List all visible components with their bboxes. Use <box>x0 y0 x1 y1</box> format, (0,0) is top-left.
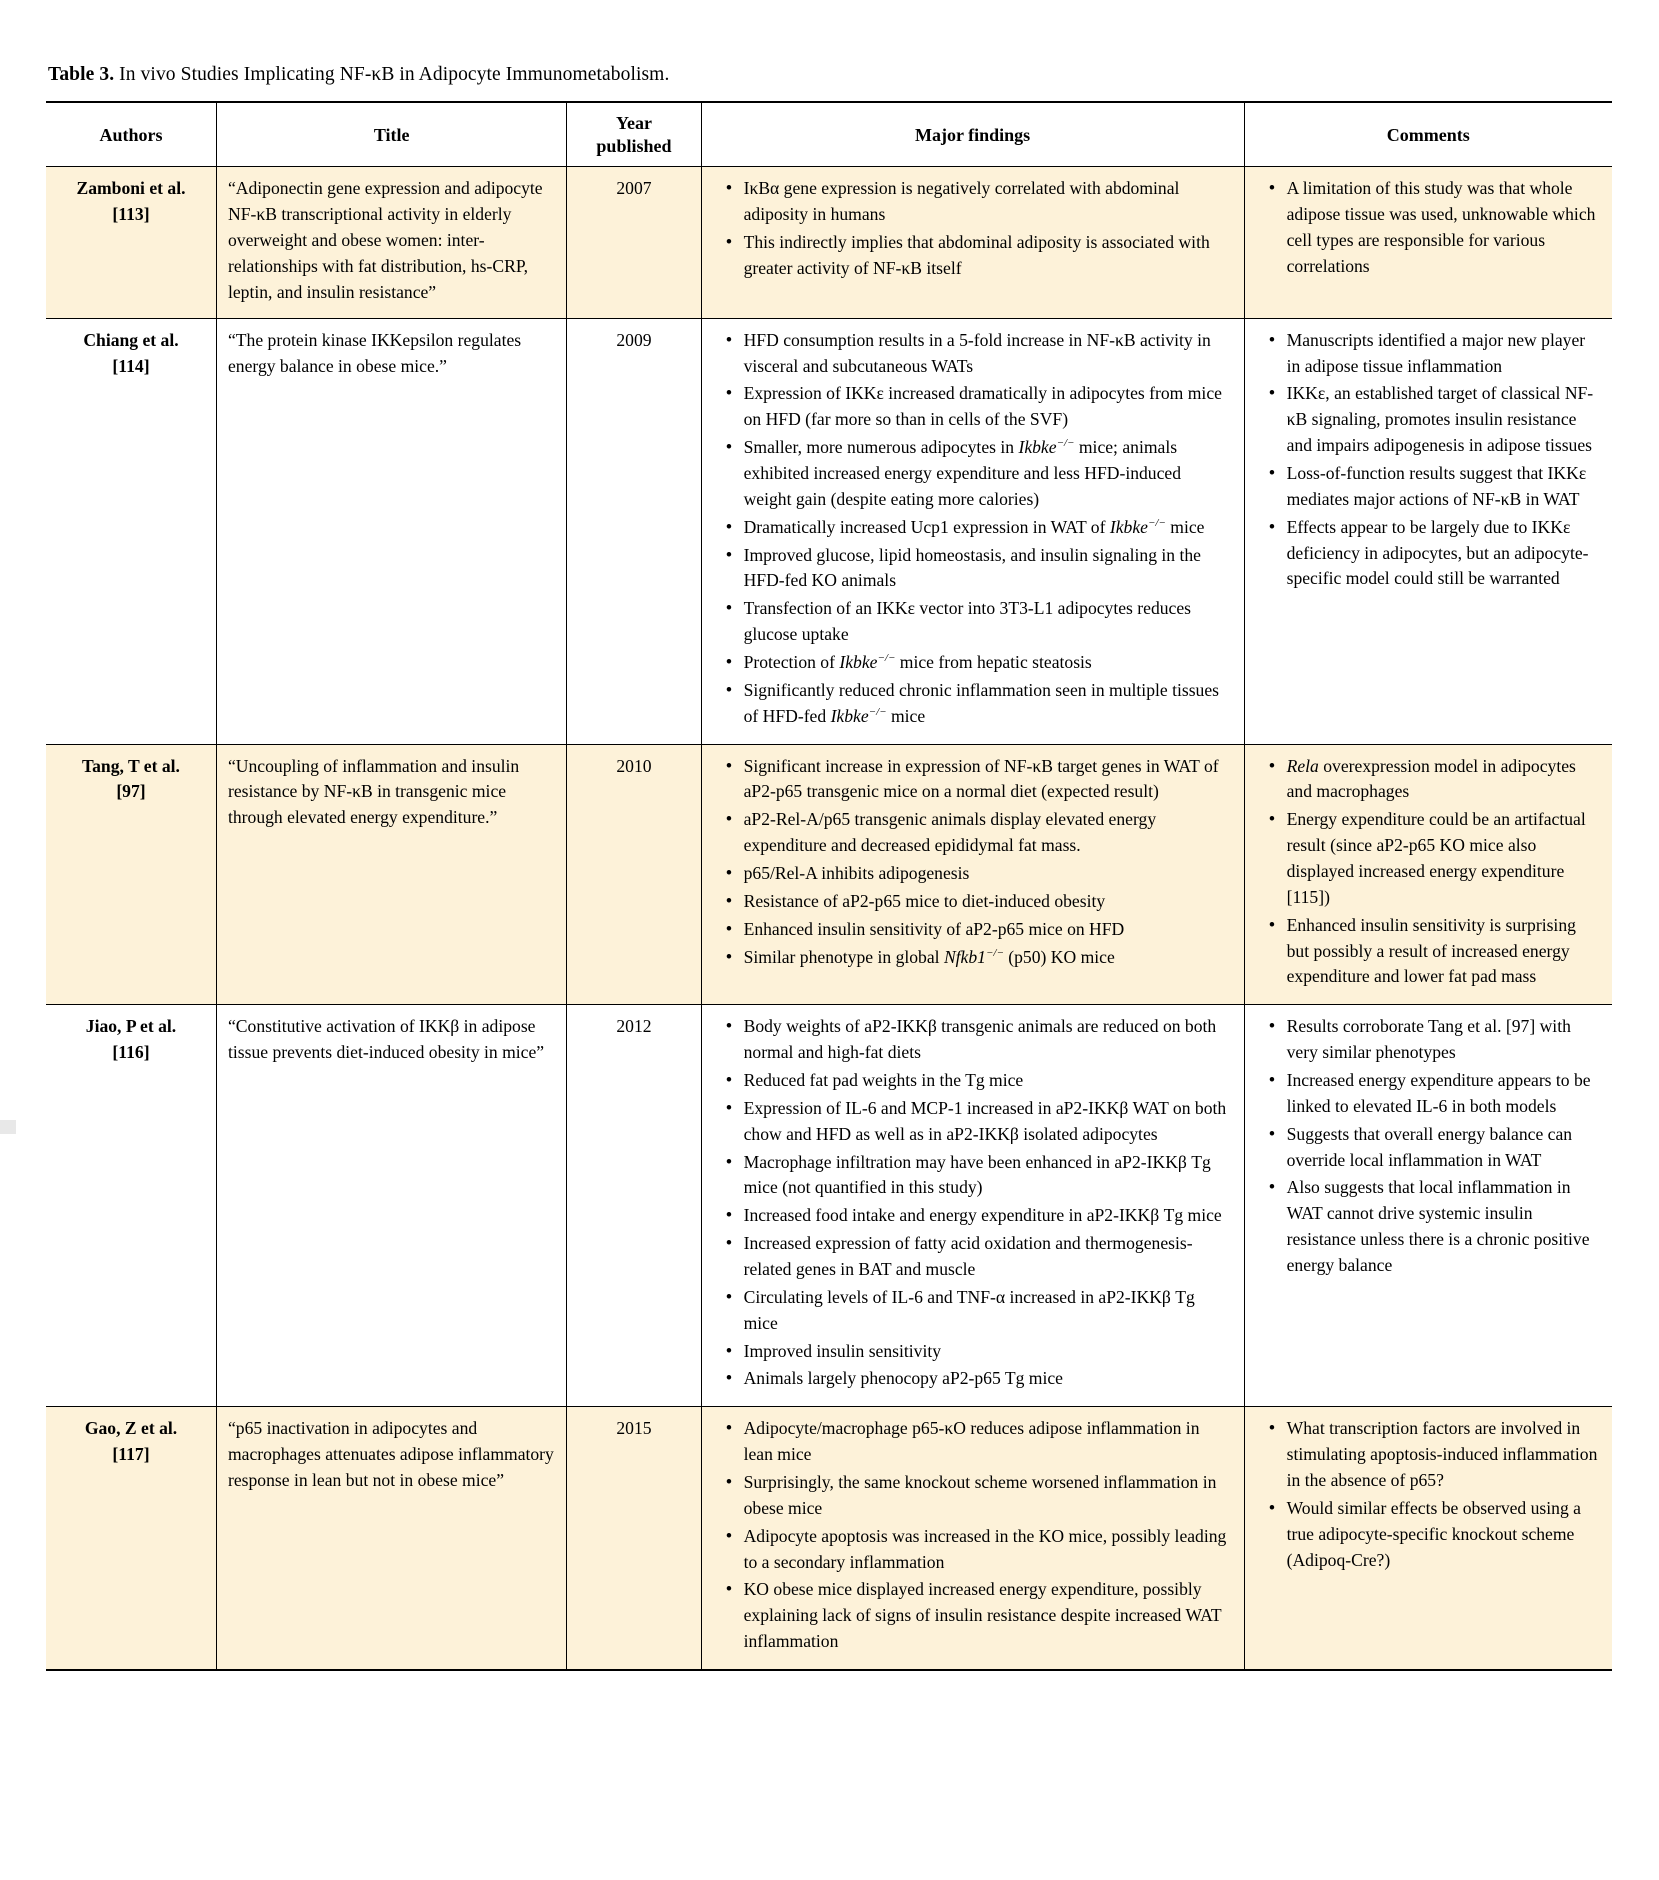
comment-item: • Energy expenditure could be an artifactual result (since aP2-p65 KO mice also displayed increased energy expenditure [115]) <box>1275 807 1601 910</box>
finding-item: • Significantly reduced chronic inflammation seen in multiple tissues of HFD-fed Ikbke−/− mice <box>732 678 1233 730</box>
page-edge-marker <box>0 1120 16 1134</box>
cell-comments <box>1244 1407 1612 1670</box>
comment-item: • Increased energy expenditure appears to be linked to elevated IL-6 in both models <box>1275 1068 1601 1120</box>
cell-comments <box>1244 318 1612 744</box>
comment-item: • IKKε, an established target of classical NF-κB signaling, promotes insulin resistance and impairs adipogenesis in adipose tissues <box>1275 381 1601 459</box>
table-row <box>46 167 1612 318</box>
finding-item: • Improved insulin sensitivity <box>732 1339 1233 1365</box>
finding-item: • Reduced fat pad weights in the Tg mice <box>732 1068 1233 1094</box>
cell-year: 2010 <box>567 744 701 1005</box>
column-header-major-findings: Major findings <box>701 102 1244 167</box>
finding-item: • Circulating levels of IL-6 and TNF-α increased in aP2-IKKβ Tg mice <box>732 1285 1233 1337</box>
column-header-authors: Authors <box>46 102 216 167</box>
authors-ref: [117] <box>112 1444 150 1465</box>
cell-comments <box>1244 1005 1612 1407</box>
cell-title: “Constitutive activation of IKKβ in adipose tissue prevents diet-induced obesity in mice” <box>216 1005 566 1407</box>
cell-comments <box>1244 744 1612 1005</box>
cell-authors <box>46 318 216 744</box>
finding-item: • Increased expression of fatty acid oxidation and thermogenesis-related genes in BAT and muscle <box>732 1231 1233 1283</box>
comment-item: • Enhanced insulin sensitivity is surprising but possibly a result of increased energy expenditure and lower fat pad mass <box>1275 913 1601 991</box>
finding-item: • Surprisingly, the same knockout scheme worsened inflammation in obese mice <box>732 1470 1233 1522</box>
authors-ref: [97] <box>116 781 146 802</box>
comment-item: • Loss-of-function results suggest that IKKε mediates major actions of NF-κB in WAT <box>1275 461 1601 513</box>
cell-title: “Uncoupling of inflammation and insulin resistance by NF-κB in transgenic mice through elevated energy expenditure.” <box>216 744 566 1005</box>
cell-title: “p65 inactivation in adipocytes and macrophages attenuates adipose inflammatory response in lean but not in obese mice” <box>216 1407 566 1670</box>
finding-item: • Improved glucose, lipid homeostasis, and insulin signaling in the HFD-fed KO animals <box>732 543 1233 595</box>
table-caption <box>48 62 1613 87</box>
studies-table-body <box>46 167 1612 1670</box>
cell-year: 2015 <box>567 1407 701 1670</box>
authors-name: Chiang et al. <box>83 329 179 350</box>
table-caption-text: In vivo Studies Implicating NF-κB in Adipocyte Immunometabolism. <box>114 64 670 85</box>
cell-authors <box>46 167 216 318</box>
finding-item: • Smaller, more numerous adipocytes in Ikbke−/− mice; animals exhibited increased energy expenditure and less HFD-induced weight gain (despite eating more calories) <box>732 435 1233 513</box>
finding-item: • Transfection of an IKKε vector into 3T3-L1 adipocytes reduces glucose uptake <box>732 596 1233 648</box>
finding-item: • KO obese mice displayed increased energy expenditure, possibly explaining lack of signs of insulin resistance despite increased WAT inflammation <box>732 1577 1233 1655</box>
finding-item: • HFD consumption results in a 5-fold increase in NF-κB activity in visceral and subcutaneous WATs <box>732 328 1233 380</box>
cell-year: 2012 <box>567 1005 701 1407</box>
table-row <box>46 1407 1612 1670</box>
cell-year: 2009 <box>567 318 701 744</box>
column-header-year <box>567 102 701 167</box>
column-header-year-line1: Year <box>615 113 652 134</box>
column-header-title: Title <box>216 102 566 167</box>
cell-year: 2007 <box>567 167 701 318</box>
finding-item: • Increased food intake and energy expenditure in aP2-IKKβ Tg mice <box>732 1203 1233 1229</box>
cell-authors <box>46 744 216 1005</box>
finding-item: • Expression of IKKε increased dramatically in adipocytes from mice on HFD (far more so than in cells of the SVF) <box>732 381 1233 433</box>
authors-ref: [113] <box>112 204 150 225</box>
authors-name: Tang, T et al. <box>82 755 180 776</box>
cell-comments <box>1244 167 1612 318</box>
finding-item: • Macrophage infiltration may have been enhanced in aP2-IKKβ Tg mice (not quantified in this study) <box>732 1150 1233 1202</box>
finding-item: • Protection of Ikbke−/− mice from hepatic steatosis <box>732 650 1233 676</box>
authors-ref: [114] <box>112 355 150 376</box>
column-header-year-line2: published <box>596 135 672 156</box>
table-row <box>46 318 1612 744</box>
finding-item: • Adipocyte apoptosis was increased in the KO mice, possibly leading to a secondary inflammation <box>732 1524 1233 1576</box>
comment-item: • Would similar effects be observed using a true adipocyte-specific knockout scheme (Adipoq-Cre?) <box>1275 1496 1601 1574</box>
comment-item: • Effects appear to be largely due to IKKε deficiency in adipocytes, but an adipocyte-specific model could still be warranted <box>1275 515 1601 593</box>
finding-item: • Adipocyte/macrophage p65-κO reduces adipose inflammation in lean mice <box>732 1416 1233 1468</box>
finding-item: • Dramatically increased Ucp1 expression in WAT of Ikbke−/− mice <box>732 515 1233 541</box>
table-caption-label: Table 3. <box>48 64 115 85</box>
authors-name: Gao, Z et al. <box>84 1418 178 1439</box>
cell-authors <box>46 1407 216 1670</box>
cell-major-findings <box>701 1407 1244 1670</box>
finding-item: • Body weights of aP2-IKKβ transgenic animals are reduced on both normal and high-fat diets <box>732 1014 1233 1066</box>
comment-item: • Suggests that overall energy balance can override local inflammation in WAT <box>1275 1122 1601 1174</box>
cell-major-findings <box>701 167 1244 318</box>
finding-item: • Resistance of aP2-p65 mice to diet-induced obesity <box>732 889 1233 915</box>
studies-table <box>46 101 1612 1671</box>
cell-major-findings <box>701 744 1244 1005</box>
column-header-comments: Comments <box>1244 102 1612 167</box>
authors-ref: [116] <box>112 1042 150 1063</box>
cell-major-findings <box>701 318 1244 744</box>
cell-title: “Adiponectin gene expression and adipocyte NF-κB transcriptional activity in elderly overweight and obese women: inter-relationships with fat distribution, hs-CRP, leptin, and insulin resistance” <box>216 167 566 318</box>
authors-name: Zamboni et al. <box>76 178 186 199</box>
finding-item: • Significant increase in expression of NF-κB target genes in WAT of aP2-p65 transgenic mice on a normal diet (expected result) <box>732 754 1233 806</box>
cell-title: “The protein kinase IKKepsilon regulates energy balance in obese mice.” <box>216 318 566 744</box>
finding-item: • Enhanced insulin sensitivity of aP2-p65 mice on HFD <box>732 917 1233 943</box>
comment-item: • Manuscripts identified a major new player in adipose tissue inflammation <box>1275 328 1601 380</box>
cell-authors <box>46 1005 216 1407</box>
finding-item: • aP2-Rel-A/p65 transgenic animals display elevated energy expenditure and decreased epididymal fat mass. <box>732 807 1233 859</box>
table-row <box>46 744 1612 1005</box>
finding-item: • Similar phenotype in global Nfkb1−/− (p50) KO mice <box>732 945 1233 971</box>
comment-item: • What transcription factors are involved in stimulating apoptosis-induced inflammation in the absence of p65? <box>1275 1416 1601 1494</box>
finding-item: • This indirectly implies that abdominal adiposity is associated with greater activity of NF-κB itself <box>732 230 1233 282</box>
table-row <box>46 1005 1612 1407</box>
comment-item: • Rela overexpression model in adipocytes and macrophages <box>1275 754 1601 806</box>
comment-item: • A limitation of this study was that whole adipose tissue was used, unknowable which cell types are responsible for various correlations <box>1275 176 1601 279</box>
finding-item: • p65/Rel-A inhibits adipogenesis <box>732 861 1233 887</box>
finding-item: • IκBα gene expression is negatively correlated with abdominal adiposity in humans <box>732 176 1233 228</box>
cell-major-findings <box>701 1005 1244 1407</box>
finding-item: • Expression of IL-6 and MCP-1 increased in aP2-IKKβ WAT on both chow and HFD as well as in aP2-IKKβ isolated adipocytes <box>732 1096 1233 1148</box>
finding-item: • Animals largely phenocopy aP2-p65 Tg mice <box>732 1366 1233 1392</box>
authors-name: Jiao, P et al. <box>85 1016 177 1037</box>
comment-item: • Also suggests that local inflammation in WAT cannot drive systemic insulin resistance unless there is a chronic positive energy balance <box>1275 1175 1601 1278</box>
comment-item: • Results corroborate Tang et al. [97] with very similar phenotypes <box>1275 1014 1601 1066</box>
